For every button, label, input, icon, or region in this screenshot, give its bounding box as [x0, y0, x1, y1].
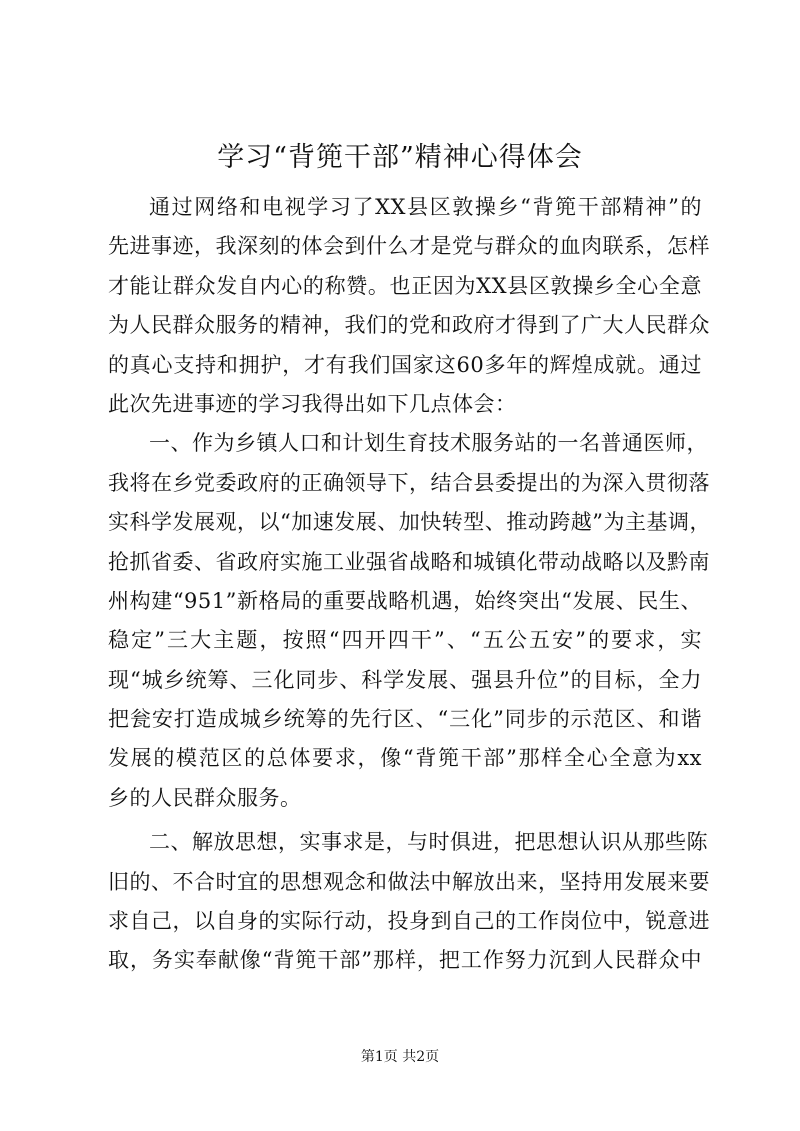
paragraph-line: 为人民群众服务的精神，我们的党和政府才得到了广大人民群众: [108, 313, 710, 338]
paragraph-line: 稳定”三大主题，按照“四开四干”、“五公五安”的要求，实: [108, 628, 702, 653]
paragraph-line: 通过网络和电视学习了XX县区敦操乡“背篼干部精神”的: [149, 195, 702, 219]
paragraph-line: 的真心支持和拥护，才有我们国家这60多年的辉煌成就。通过: [108, 352, 702, 377]
paragraph-line: 一、作为乡镇人口和计划生育技术服务站的一名普通医师，: [149, 431, 708, 456]
paragraph-line: 旧的、不合时宜的思想观念和做法中解放出来，坚持用发展来要: [108, 869, 710, 894]
paragraph-line: 抢抓省委、省政府实施工业强省战略和城镇化带动战略以及黔南: [108, 549, 710, 574]
paragraph-line: 二、解放思想，实事求是，与时俱进，把思想认识从那些陈: [149, 830, 708, 855]
paragraph-1: [108, 188, 710, 424]
paragraph-line: 乡的人民群众服务。: [108, 785, 302, 810]
document-title: 学习“背篼干部”精神心得体会: [217, 142, 583, 173]
paragraph-line: 先进事迹，我深刻的体会到什么才是党与群众的血肉联系，怎样: [108, 234, 710, 259]
paragraph-3: [108, 823, 710, 981]
paragraph-line: 才能让群众发自内心的称赞。也正因为XX县区敦操乡全心全意: [108, 273, 702, 298]
paragraph-line: 把瓮安打造成城乡统筹的先行区、“三化”同步的示范区、和谐: [108, 707, 702, 732]
paragraph-line: 现“城乡统筹、三化同步、科学发展、强县升位”的目标，全力: [108, 667, 702, 692]
paragraph-line: 州构建“951”新格局的重要战略机遇，始终突出“发展、民生、: [108, 588, 702, 613]
paragraph-2: [108, 424, 711, 818]
paragraph-line: 取，务实奉献像“背篼干部”那样，把工作努力沉到人民群众中: [108, 948, 702, 973]
paragraph-line: 求自己，以自身的实际行动，投身到自己的工作岗位中，锐意进: [108, 909, 710, 934]
page-footer: 第1页 共2页: [360, 1049, 440, 1065]
paragraph-line: 此次先进事迹的学习我得出如下几点体会：: [108, 391, 517, 416]
paragraph-line: 发展的模范区的总体要求，像“背篼干部”那样全心全意为xx: [108, 746, 702, 771]
paragraph-line: 我将在乡党委政府的正确领导下，结合县委提出的为深入贯彻落: [108, 470, 710, 495]
document-body: [108, 188, 711, 981]
paragraph-line: 实科学发展观，以“加速发展、加快转型、推动跨越”为主基调，: [108, 510, 711, 535]
